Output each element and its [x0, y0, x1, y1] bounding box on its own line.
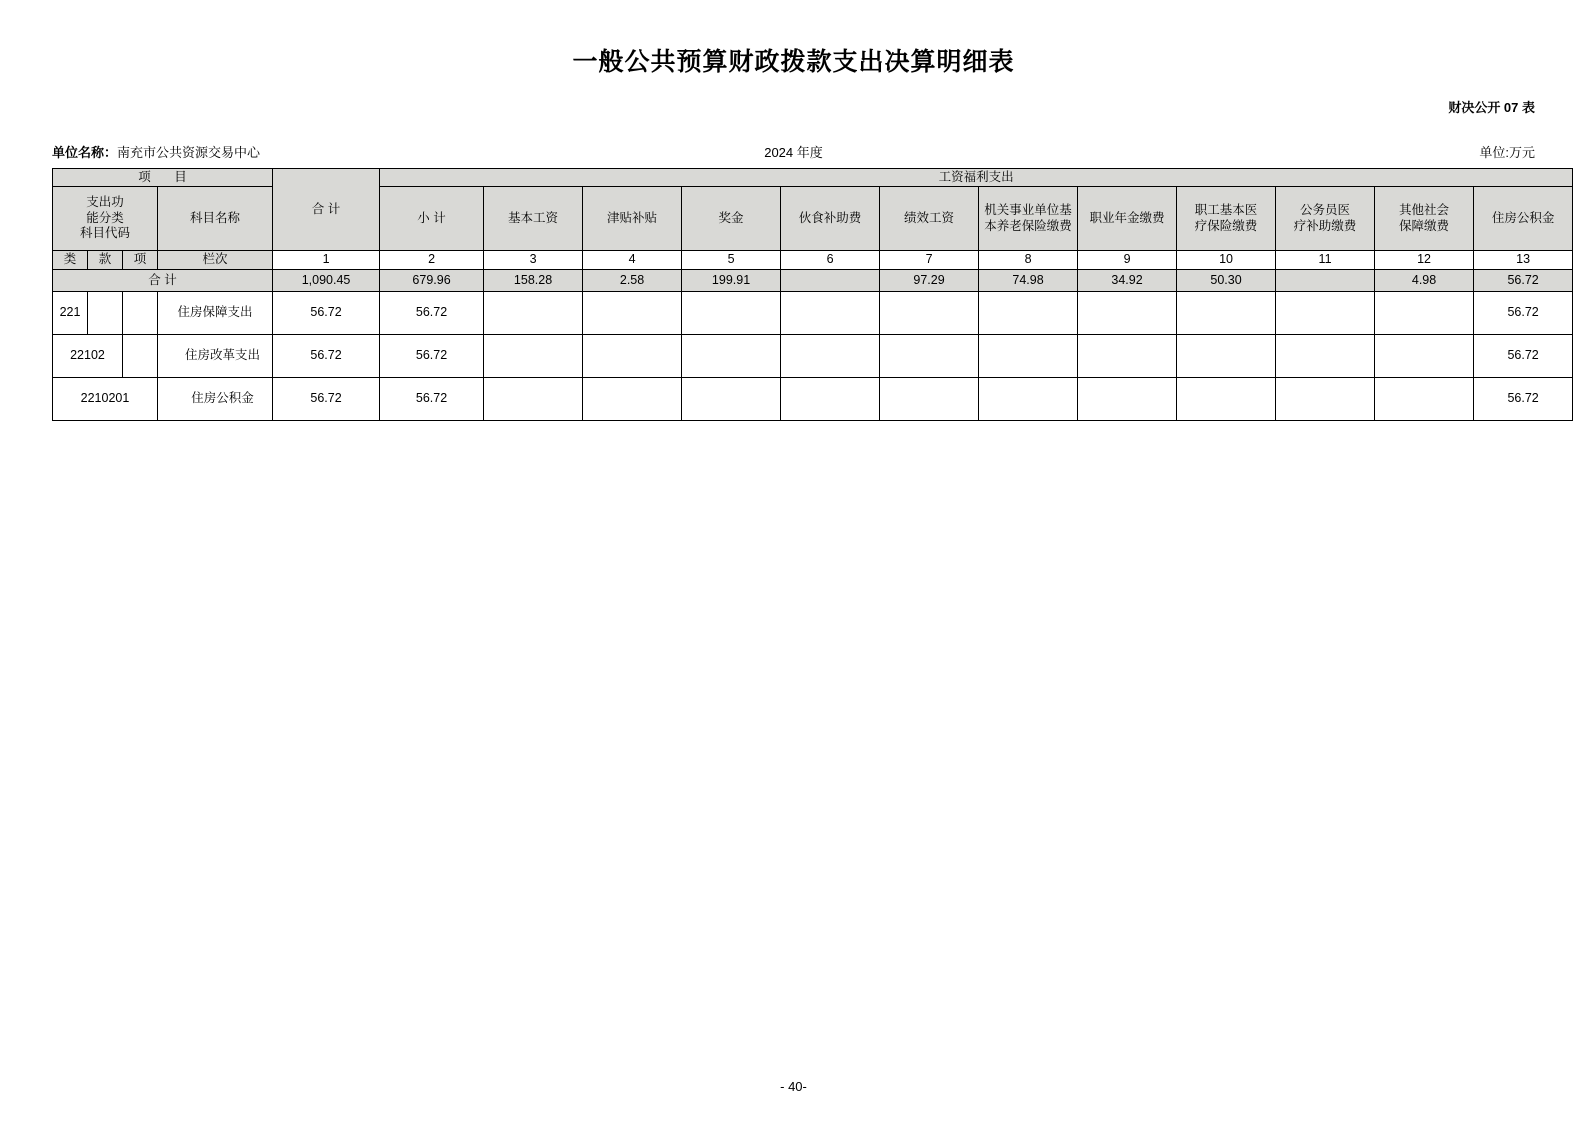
table-row: [53, 292, 1573, 335]
total-row-value-2: 679.96: [380, 270, 484, 292]
row-0-name: 住房保障支出: [158, 292, 273, 335]
fiscal-year: 2024 年度: [764, 145, 823, 160]
header-subtotal: 小 计: [380, 187, 484, 251]
meta-row: [52, 142, 1535, 160]
row-1-value-4: [583, 335, 682, 378]
header-allowance: 津贴补贴: [583, 187, 682, 251]
header-pension-insurance-line-1: 机关事业单位基: [984, 202, 1072, 217]
row-0-value-7: [880, 292, 979, 335]
row-1-value-9: [1078, 335, 1177, 378]
total-row-value-10: 50.30: [1177, 270, 1276, 292]
row-1-value-2: 56.72: [380, 335, 484, 378]
page-title: 一般公共预算财政拨款支出决算明细表: [572, 48, 1015, 76]
header-housing-fund: 住房公积金: [1474, 187, 1573, 251]
header-category-code: [53, 187, 158, 251]
rank-number-5: 5: [682, 251, 781, 270]
rank-number-2: 2: [380, 251, 484, 270]
row-1-value-13: 56.72: [1474, 335, 1573, 378]
header-category-code-line-1: 支出功: [86, 195, 124, 210]
row-0-value-13: 56.72: [1474, 292, 1573, 335]
header-xiang: 项: [123, 251, 158, 270]
row-1-value-11: [1276, 335, 1375, 378]
total-row-value-7: 97.29: [880, 270, 979, 292]
budget-detail-table: [52, 168, 1573, 421]
header-rank-label: 栏次: [158, 251, 273, 270]
table-rank-row: [53, 251, 1573, 270]
rank-number-6: 6: [781, 251, 880, 270]
rank-number-12: 12: [1375, 251, 1474, 270]
row-2-value-4: [583, 378, 682, 421]
unit-name-value: 南充市公共资源交易中心: [117, 145, 261, 160]
total-row-value-4: 2.58: [583, 270, 682, 292]
table-group-header-row: [53, 169, 1573, 187]
header-other-social-line-2: 保障缴费: [1399, 218, 1450, 233]
row-0-xiang: [123, 292, 158, 335]
row-2-name: 住房公积金: [158, 378, 273, 421]
page-number: - 40-: [780, 1079, 807, 1094]
row-1-value-6: [781, 335, 880, 378]
header-item-group: 项 目: [53, 169, 273, 187]
row-1-value-7: [880, 335, 979, 378]
rank-number-4: 4: [583, 251, 682, 270]
header-performance-salary: 绩效工资: [880, 187, 979, 251]
row-2-value-11: [1276, 378, 1375, 421]
header-total: 合 计: [273, 169, 380, 251]
row-0-kuan: [88, 292, 123, 335]
unit-name-label: [52, 142, 260, 161]
total-row-value-11: [1276, 270, 1375, 292]
row-2-value-12: [1375, 378, 1474, 421]
table-row-total: [53, 270, 1573, 292]
header-employee-medical: [1177, 187, 1276, 251]
row-0-value-1: 56.72: [273, 292, 380, 335]
row-1-value-12: [1375, 335, 1474, 378]
row-1-value-10: [1177, 335, 1276, 378]
row-2-value-7: [880, 378, 979, 421]
amount-unit-label: 单位:万元: [1479, 145, 1535, 160]
row-1-lei: 22102: [53, 335, 123, 378]
row-2-value-10: [1177, 378, 1276, 421]
header-other-social-line-1: 其他社会: [1399, 202, 1450, 217]
header-other-social: [1375, 187, 1474, 251]
row-2-value-2: 56.72: [380, 378, 484, 421]
rank-number-3: 3: [484, 251, 583, 270]
header-subject-name: 科目名称: [158, 187, 273, 251]
row-0-value-3: [484, 292, 583, 335]
header-pension-insurance-line-2: 本养老保险缴费: [984, 218, 1072, 233]
rank-number-11: 11: [1276, 251, 1375, 270]
header-lei: 类: [53, 251, 88, 270]
header-civil-servant-medical-line-1: 公务员医: [1300, 202, 1351, 217]
header-employee-medical-line-2: 疗保险缴费: [1194, 218, 1258, 233]
total-row-value-3: 158.28: [484, 270, 583, 292]
row-1-value-5: [682, 335, 781, 378]
total-row-value-5: 199.91: [682, 270, 781, 292]
row-2-value-9: [1078, 378, 1177, 421]
row-2-lei: 2210201: [53, 378, 158, 421]
header-category-code-line-3: 科目代码: [79, 226, 130, 241]
row-0-value-10: [1177, 292, 1276, 335]
unit-name-prefix: 单位名称：: [52, 145, 118, 160]
total-row-value-12: 4.98: [1375, 270, 1474, 292]
rank-number-8: 8: [979, 251, 1078, 270]
total-row-value-1: 1,090.45: [273, 270, 380, 292]
row-0-value-12: [1375, 292, 1474, 335]
row-0-value-6: [781, 292, 880, 335]
row-2-value-1: 56.72: [273, 378, 380, 421]
row-2-value-13: 56.72: [1474, 378, 1573, 421]
rank-number-10: 10: [1177, 251, 1276, 270]
total-row-value-9: 34.92: [1078, 270, 1177, 292]
row-1-value-1: 56.72: [273, 335, 380, 378]
row-0-value-8: [979, 292, 1078, 335]
header-occupational-annuity: 职业年金缴费: [1078, 187, 1177, 251]
row-0-lei: 221: [53, 292, 88, 335]
header-bonus: 奖金: [682, 187, 781, 251]
row-1-value-8: [979, 335, 1078, 378]
header-kuan: 款: [88, 251, 123, 270]
row-2-value-8: [979, 378, 1078, 421]
row-1-value-3: [484, 335, 583, 378]
table-row: [53, 335, 1573, 378]
header-meal-subsidy: 伙食补助费: [781, 187, 880, 251]
row-1-xiang: [123, 335, 158, 378]
row-0-value-5: [682, 292, 781, 335]
header-salary-welfare-group: 工资福利支出: [380, 169, 1573, 187]
total-row-label: 合 计: [53, 270, 273, 292]
total-row-value-6: [781, 270, 880, 292]
rank-number-13: 13: [1474, 251, 1573, 270]
total-row-value-8: 74.98: [979, 270, 1078, 292]
row-1-name: 住房改革支出: [158, 335, 273, 378]
row-2-value-3: [484, 378, 583, 421]
row-2-value-5: [682, 378, 781, 421]
header-civil-servant-medical-line-2: 疗补助缴费: [1293, 218, 1357, 233]
header-basic-salary: 基本工资: [484, 187, 583, 251]
row-0-value-2: 56.72: [380, 292, 484, 335]
row-0-value-9: [1078, 292, 1177, 335]
header-pension-insurance: [979, 187, 1078, 251]
rank-number-7: 7: [880, 251, 979, 270]
rank-number-1: 1: [273, 251, 380, 270]
header-category-code-line-2: 能分类: [86, 210, 124, 225]
row-2-value-6: [781, 378, 880, 421]
rank-number-9: 9: [1078, 251, 1177, 270]
total-row-value-13: 56.72: [1474, 270, 1573, 292]
table-row: [53, 378, 1573, 421]
row-0-value-11: [1276, 292, 1375, 335]
form-code-label: 财决公开 07 表: [1448, 100, 1535, 115]
row-0-value-4: [583, 292, 682, 335]
header-employee-medical-line-1: 职工基本医: [1194, 202, 1258, 217]
header-civil-servant-medical: [1276, 187, 1375, 251]
